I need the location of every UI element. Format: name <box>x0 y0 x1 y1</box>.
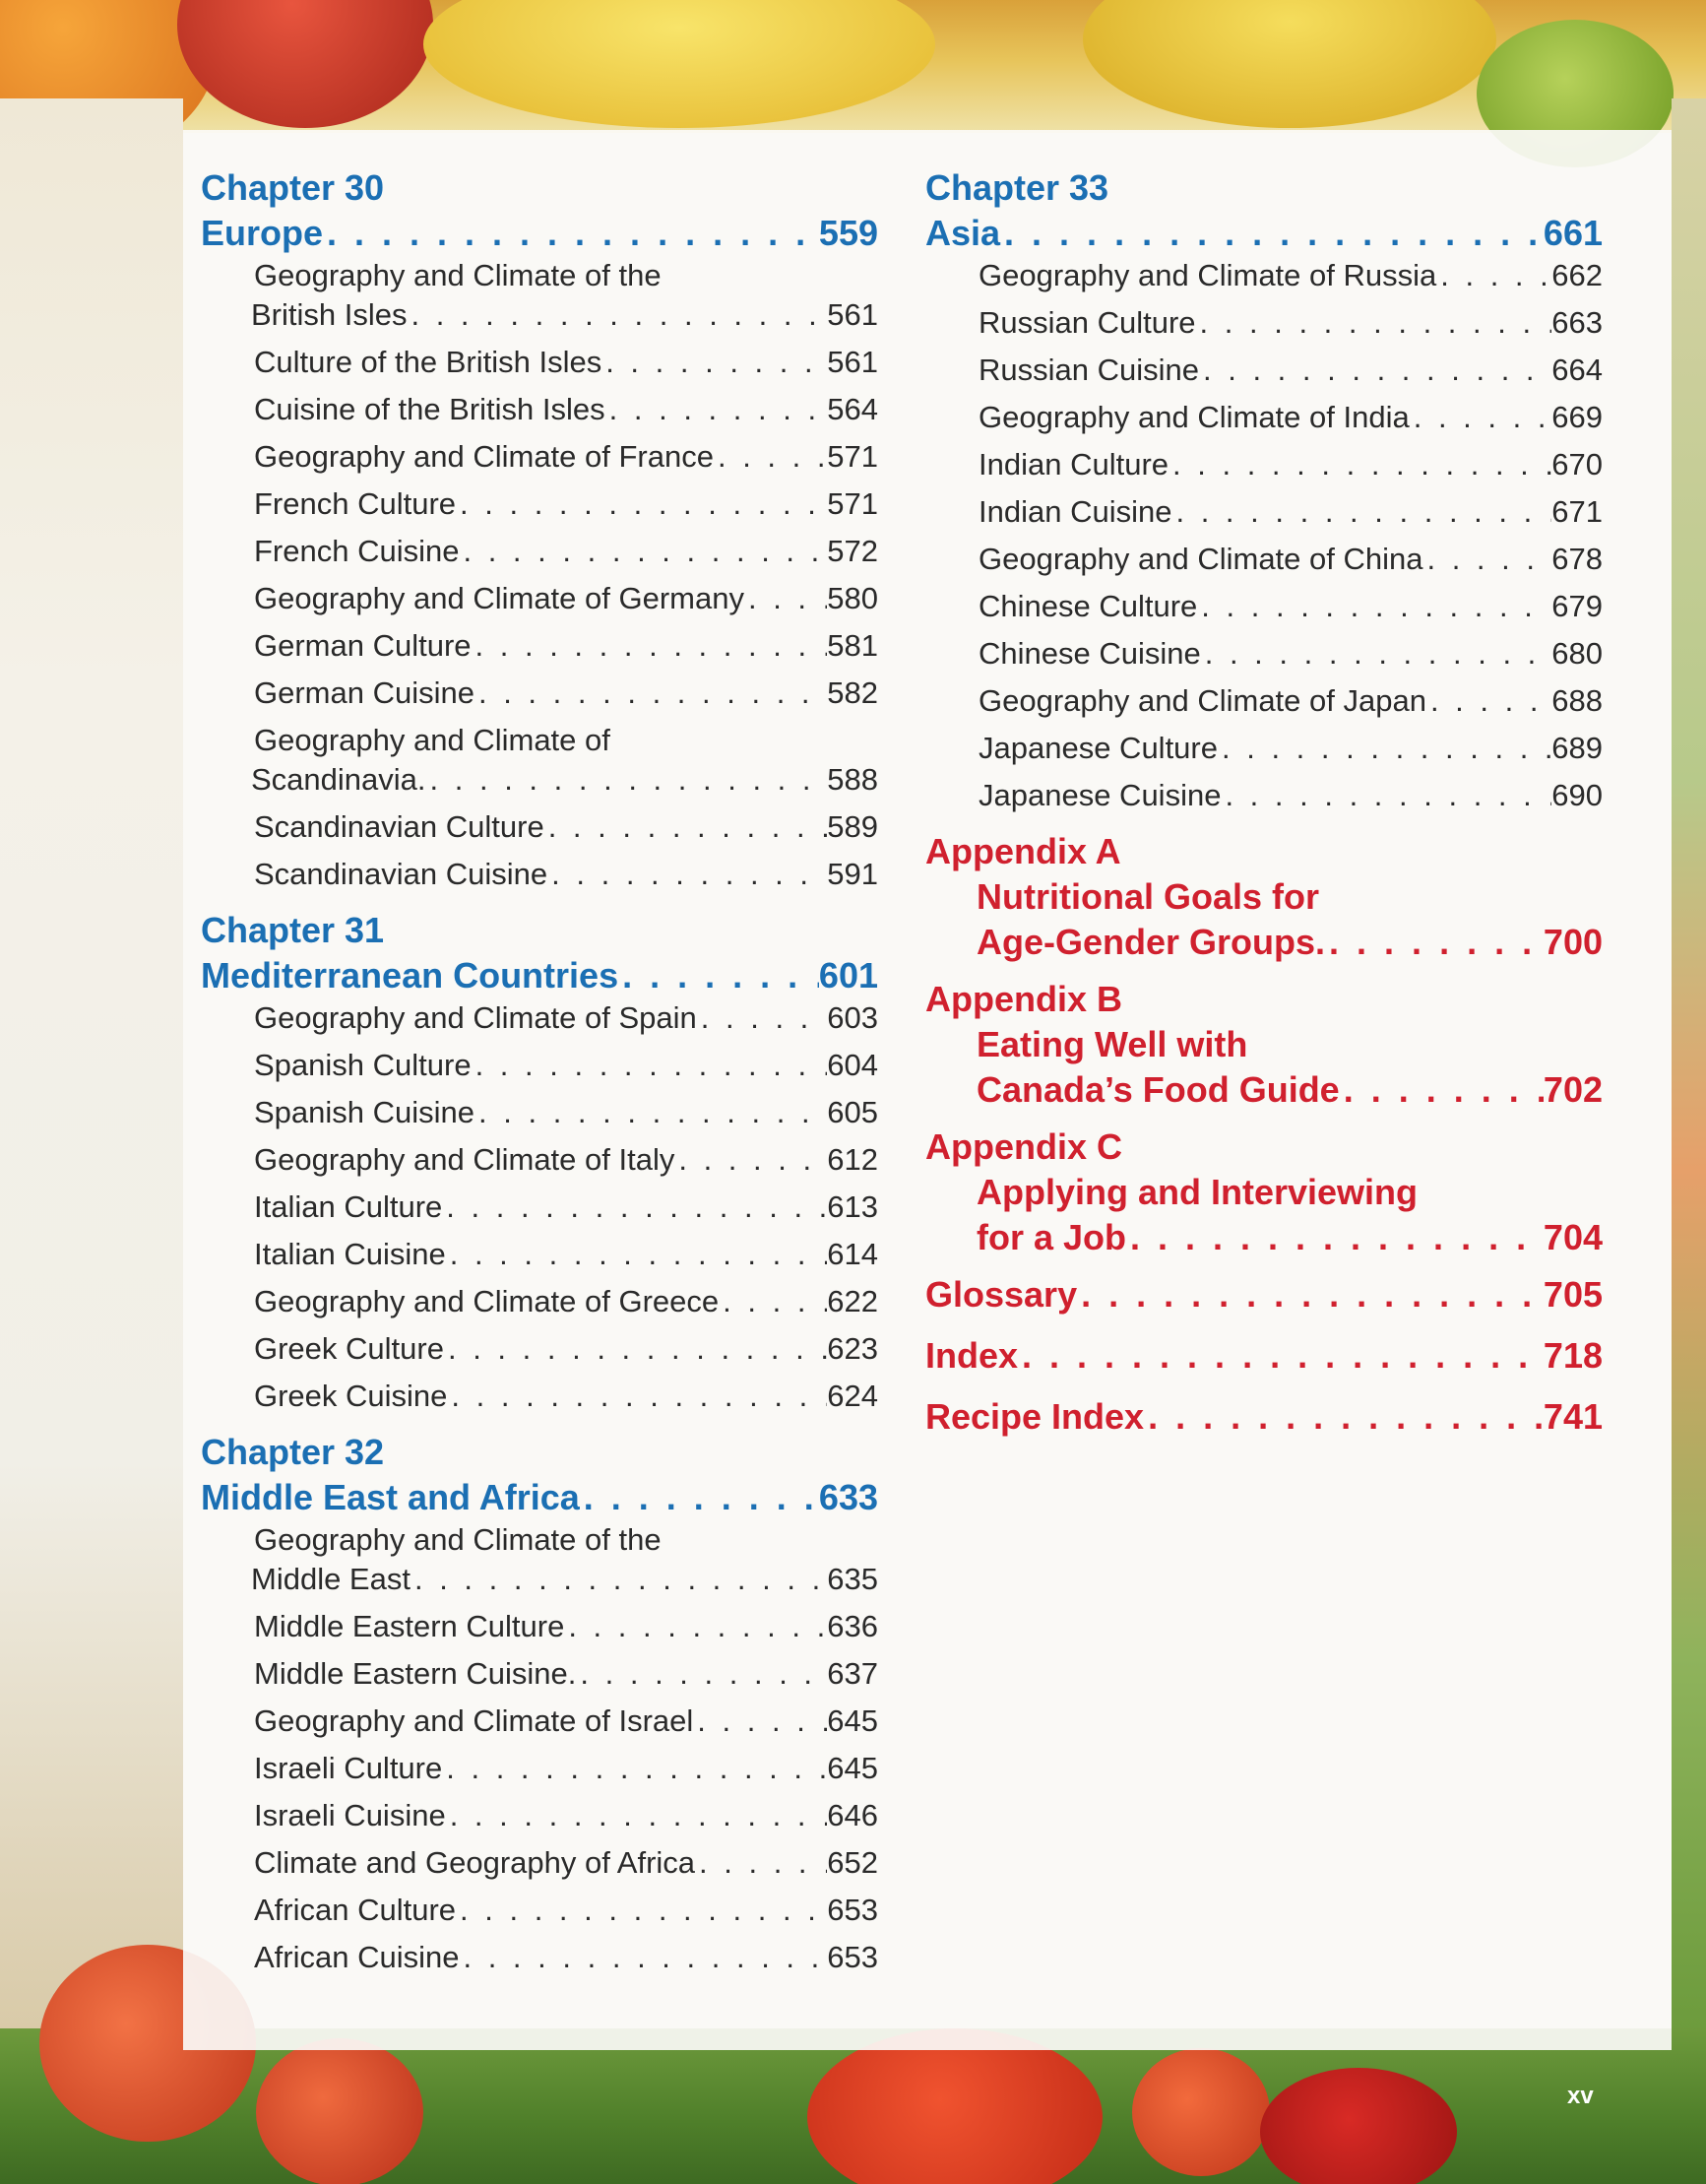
toc-item[interactable] <box>254 626 878 666</box>
dot-leader <box>1410 398 1552 437</box>
toc-item-text: Geography and Climate of France <box>254 439 714 474</box>
dot-leader <box>576 1654 827 1694</box>
toc-item-first-line: Geography and Climate of the <box>254 1522 662 1557</box>
appendix-label: Appendix C <box>925 1126 1123 1167</box>
appendix-title-row[interactable] <box>925 920 1603 965</box>
dot-leader <box>1000 211 1544 256</box>
toc-item-page: 561 <box>827 345 878 379</box>
dot-leader <box>1325 920 1544 965</box>
appendix-title-line2: Age-Gender Groups. <box>977 922 1326 962</box>
dot-leader <box>442 1749 827 1788</box>
toc-item[interactable] <box>254 674 878 713</box>
dot-leader <box>580 1475 819 1520</box>
chapter-entry <box>201 165 878 894</box>
toc-item-text: Japanese Cuisine <box>979 778 1222 812</box>
toc-item-page: 591 <box>827 857 878 891</box>
toc-item-text: Italian Culture <box>254 1189 443 1224</box>
toc-item-text: Indian Culture <box>979 447 1169 482</box>
backmatter-page: 718 <box>1543 1335 1603 1376</box>
toc-item-page: 645 <box>827 1703 878 1738</box>
dot-leader <box>1196 303 1552 343</box>
toc-item[interactable] <box>254 532 878 571</box>
dot-leader <box>1077 1272 1544 1317</box>
toc-item-text: African Cuisine <box>254 1940 460 1974</box>
dot-leader <box>1221 776 1551 815</box>
dot-leader <box>605 390 828 429</box>
toc-item-first-line: Geography and Climate of the <box>254 258 662 292</box>
dot-leader <box>456 1891 827 1930</box>
toc-item[interactable] <box>979 351 1603 390</box>
backmatter-title: Index <box>925 1335 1019 1376</box>
glossary-entry[interactable] <box>925 1272 1603 1317</box>
dot-leader <box>474 1093 827 1132</box>
dot-leader <box>618 953 819 998</box>
dot-leader <box>547 855 827 894</box>
dot-leader <box>693 1702 827 1741</box>
toc-item-page: 604 <box>827 1048 878 1082</box>
toc-item-page: 588 <box>827 762 878 797</box>
toc-item-page: 690 <box>1551 778 1603 812</box>
toc-item-page: 622 <box>827 1284 878 1318</box>
chapter-page: 559 <box>818 213 878 253</box>
toc-item-page: 679 <box>1551 589 1603 623</box>
toc-item[interactable] <box>979 776 1603 815</box>
tomato-image-2 <box>256 2038 423 2184</box>
toc-item[interactable] <box>254 1938 878 1977</box>
toc-item-text: Indian Cuisine <box>979 494 1172 529</box>
toc-item-page: 613 <box>827 1189 878 1224</box>
toc-item-text: Chinese Culture <box>979 589 1198 623</box>
chapter-page: 601 <box>818 955 878 996</box>
toc-item[interactable] <box>254 1654 878 1694</box>
toc-item-page: 653 <box>827 1893 878 1927</box>
dot-leader <box>674 1140 827 1180</box>
toc-item-page: 564 <box>827 392 878 426</box>
toc-item[interactable] <box>254 1607 878 1646</box>
toc-item-page: 678 <box>1551 542 1603 576</box>
page-number: xv <box>1567 2083 1594 2109</box>
toc-item-page: 669 <box>1551 400 1603 434</box>
toc-item-page: 637 <box>827 1656 878 1691</box>
dot-leader <box>444 1329 827 1369</box>
toc-item[interactable] <box>254 1329 878 1369</box>
chapter-title-row[interactable] <box>925 211 1603 256</box>
toc-item-text: Geography and Climate of Greece <box>254 1284 720 1318</box>
toc-item-page: 680 <box>1551 636 1603 671</box>
chapter-page: 661 <box>1543 213 1603 253</box>
dot-leader <box>1169 445 1551 484</box>
toc-item-text: Greek Cuisine <box>254 1379 448 1413</box>
topic-list <box>201 1520 878 1977</box>
toc-item[interactable] <box>254 1282 878 1321</box>
dot-leader <box>1436 256 1551 295</box>
dot-leader <box>323 211 819 256</box>
appendix-title-row[interactable] <box>925 1067 1603 1113</box>
dot-leader <box>456 484 827 524</box>
chapter-page: 633 <box>818 1477 878 1517</box>
toc-item[interactable] <box>979 256 1603 295</box>
dot-leader <box>744 579 827 618</box>
toc-item-page: 603 <box>827 1000 878 1035</box>
toc-item-text: Israeli Cuisine <box>254 1798 446 1832</box>
toc-item-text: German Culture <box>254 628 472 663</box>
chapter-title: Europe <box>201 213 324 253</box>
toc-item-text: Culture of the British Isles <box>254 345 602 379</box>
toc-item-page: 605 <box>827 1095 878 1129</box>
dot-leader <box>1018 1333 1544 1379</box>
appendix-title-row[interactable] <box>925 1215 1603 1260</box>
dot-leader <box>442 1188 827 1227</box>
red-pepper-image <box>1260 2068 1457 2184</box>
toc-item-page: 653 <box>827 1940 878 1974</box>
toc-item[interactable] <box>254 343 878 382</box>
toc-item-text: Scandinavia. <box>251 762 426 797</box>
toc-item-page: 646 <box>827 1798 878 1832</box>
toc-item-text: Greek Culture <box>254 1331 444 1366</box>
dot-leader <box>1426 681 1551 721</box>
toc-item[interactable] <box>254 437 878 477</box>
toc-item-text: Geography and Climate of Israel <box>254 1703 694 1738</box>
toc-item-text: Middle Eastern Cuisine. <box>254 1656 577 1691</box>
toc-item[interactable] <box>251 256 878 335</box>
appendix-title-line1: Nutritional Goals for <box>977 876 1320 917</box>
appendix-page: 702 <box>1543 1069 1603 1110</box>
toc-item-text: Geography and Climate of India <box>979 400 1410 434</box>
toc-item-text: Geography and Climate of Russia <box>979 258 1437 292</box>
appendix-label: Appendix B <box>925 979 1123 1019</box>
dot-leader <box>446 1235 828 1274</box>
toc-item[interactable] <box>251 721 878 800</box>
backmatter-page: 705 <box>1543 1274 1603 1315</box>
toc-item-page: 580 <box>827 581 878 615</box>
dot-leader <box>695 1843 827 1883</box>
dot-leader <box>544 807 828 847</box>
toc-item-page: 572 <box>827 534 878 568</box>
dot-leader <box>1144 1394 1544 1440</box>
toc-item-page: 652 <box>827 1845 878 1880</box>
toc-item-text: Middle East <box>251 1562 411 1596</box>
toc-item-page: 571 <box>827 439 878 474</box>
chapter-number: Chapter 31 <box>201 910 385 950</box>
dot-leader <box>601 343 827 382</box>
toc-item[interactable] <box>254 807 878 847</box>
toc-item[interactable] <box>979 540 1603 579</box>
toc-item[interactable] <box>979 492 1603 532</box>
toc-item[interactable] <box>254 1188 878 1227</box>
toc-item[interactable] <box>254 1796 878 1835</box>
backmatter-title: Recipe Index <box>925 1396 1145 1437</box>
dot-leader <box>719 1282 827 1321</box>
topic-list <box>201 998 878 1416</box>
toc-item-text: German Cuisine <box>254 675 474 710</box>
dot-leader <box>447 1377 827 1416</box>
toc-item-text: Geography and Climate of Italy <box>254 1142 675 1177</box>
appendix-title-line2: for a Job <box>977 1217 1127 1257</box>
appendix-page: 700 <box>1543 922 1603 962</box>
chapter-number: Chapter 30 <box>201 167 385 208</box>
toc-item-page: 688 <box>1551 683 1603 718</box>
appendix-title-line2: Canada’s Food Guide <box>977 1069 1340 1110</box>
dot-leader <box>1171 492 1551 532</box>
toc-item-page: 662 <box>1551 258 1603 292</box>
toc-item-page: 635 <box>827 1562 878 1596</box>
toc-item-page: 612 <box>827 1142 878 1177</box>
chapter-number: Chapter 33 <box>925 167 1109 208</box>
chapter-number: Chapter 32 <box>201 1432 385 1472</box>
dot-leader <box>1197 587 1551 626</box>
dot-leader <box>474 674 827 713</box>
tomato-image-3 <box>1132 2048 1270 2176</box>
toc-left-column <box>201 165 878 1991</box>
appendix-entry <box>925 977 1603 1113</box>
toc-right-column <box>925 165 1603 1455</box>
toc-item[interactable] <box>254 1843 878 1883</box>
toc-item-page: 663 <box>1551 305 1603 340</box>
toc-item-page: 689 <box>1551 731 1603 765</box>
dot-leader <box>697 998 827 1038</box>
toc-item-page: 664 <box>1551 353 1603 387</box>
toc-item[interactable] <box>254 390 878 429</box>
toc-item[interactable] <box>254 1093 878 1132</box>
toc-item-page: 581 <box>827 628 878 663</box>
chapter-title: Middle East and Africa <box>201 1477 580 1517</box>
index-entry[interactable] <box>925 1333 1603 1379</box>
dot-leader <box>1218 729 1551 768</box>
backmatter-page: 741 <box>1543 1396 1603 1437</box>
dot-leader <box>1199 351 1551 390</box>
toc-item-text: French Culture <box>254 486 457 521</box>
dot-leader <box>426 760 828 800</box>
toc-item-text: Spanish Culture <box>254 1048 472 1082</box>
toc-item-page: 624 <box>827 1379 878 1413</box>
toc-item[interactable] <box>254 855 878 894</box>
toc-item-text: Italian Cuisine <box>254 1237 446 1271</box>
toc-item-first-line: Geography and Climate of <box>254 723 610 757</box>
toc-item-text: French Cuisine <box>254 534 460 568</box>
recipe-index-entry[interactable] <box>925 1394 1603 1440</box>
toc-item-page: 582 <box>827 675 878 710</box>
chapter-title-row[interactable] <box>201 953 878 998</box>
toc-item-text: Japanese Culture <box>979 731 1218 765</box>
toc-item[interactable] <box>979 681 1603 721</box>
dot-leader <box>459 532 827 571</box>
toc-item-text: British Isles <box>251 297 408 332</box>
toc-item-page: 589 <box>827 809 878 844</box>
toc-item[interactable] <box>254 484 878 524</box>
toc-item-text: African Culture <box>254 1893 457 1927</box>
dot-leader <box>1201 634 1552 674</box>
toc-item[interactable] <box>254 1377 878 1416</box>
toc-item[interactable] <box>254 998 878 1038</box>
toc-item-page: 614 <box>827 1237 878 1271</box>
toc-item[interactable] <box>979 634 1603 674</box>
toc-item-page: 636 <box>827 1609 878 1643</box>
right-margin-produce <box>1672 98 1706 2048</box>
toc-item-text: Russian Cuisine <box>979 353 1199 387</box>
dot-leader <box>446 1796 828 1835</box>
chapter-title-row[interactable] <box>201 1475 878 1520</box>
dot-leader <box>714 437 827 477</box>
toc-item[interactable] <box>254 1235 878 1274</box>
toc-item[interactable] <box>251 1520 878 1599</box>
toc-item-text: Israeli Culture <box>254 1751 443 1785</box>
toc-item[interactable] <box>254 1046 878 1085</box>
toc-item[interactable] <box>979 587 1603 626</box>
toc-item[interactable] <box>254 1702 878 1741</box>
toc-item-text: Geography and Climate of Japan <box>979 683 1426 718</box>
chapter-title: Asia <box>925 213 1001 253</box>
toc-item-text: Chinese Cuisine <box>979 636 1201 671</box>
toc-item-page: 561 <box>827 297 878 332</box>
toc-item-text: Geography and Climate of Germany <box>254 581 744 615</box>
dot-leader <box>1126 1215 1544 1260</box>
chapter-entry <box>201 908 878 1416</box>
toc-item-text: Climate and Geography of Africa <box>254 1845 696 1880</box>
chapter-entry <box>925 165 1603 815</box>
appendix-title-line1: Applying and Interviewing <box>977 1172 1419 1212</box>
backmatter-title: Glossary <box>925 1274 1078 1315</box>
dot-leader <box>459 1938 827 1977</box>
chapter-entry <box>201 1430 878 1977</box>
toc-item-text: Spanish Cuisine <box>254 1095 475 1129</box>
toc-item-page: 645 <box>827 1751 878 1785</box>
dot-leader <box>411 1560 827 1599</box>
appendix-entry <box>925 829 1603 965</box>
toc-item-text: Scandinavian Cuisine <box>254 857 548 891</box>
dot-leader <box>564 1607 827 1646</box>
toc-item[interactable] <box>979 398 1603 437</box>
dot-leader <box>472 626 828 666</box>
dot-leader <box>407 295 827 335</box>
toc-item-page: 623 <box>827 1331 878 1366</box>
appendix-title-line1: Eating Well with <box>977 1024 1248 1064</box>
dot-leader <box>472 1046 828 1085</box>
toc-item[interactable] <box>979 729 1603 768</box>
toc-item[interactable] <box>254 1140 878 1180</box>
appendix-page: 704 <box>1543 1217 1603 1257</box>
dot-leader <box>1422 540 1551 579</box>
toc-item-page: 670 <box>1551 447 1603 482</box>
toc-item-text: Geography and Climate of Spain <box>254 1000 697 1035</box>
topic-list <box>201 256 878 894</box>
toc-item[interactable] <box>254 579 878 618</box>
toc-item[interactable] <box>254 1891 878 1930</box>
toc-item-text: Middle Eastern Culture <box>254 1609 565 1643</box>
appendix-entry <box>925 1124 1603 1260</box>
toc-item-text: Scandinavian Culture <box>254 809 544 844</box>
toc-item-text: Geography and Climate of China <box>979 542 1423 576</box>
toc-item-page: 671 <box>1551 494 1603 529</box>
toc-item[interactable] <box>979 303 1603 343</box>
left-margin-fade <box>0 98 183 2048</box>
toc-item-text: Russian Culture <box>979 305 1196 340</box>
topic-list <box>925 256 1603 815</box>
chapter-title-row[interactable] <box>201 211 878 256</box>
toc-item[interactable] <box>254 1749 878 1788</box>
chapter-title: Mediterranean Countries <box>201 955 619 996</box>
toc-item-page: 571 <box>827 486 878 521</box>
toc-item-text: Cuisine of the British Isles <box>254 392 605 426</box>
toc-item[interactable] <box>979 445 1603 484</box>
appendix-label: Appendix A <box>925 831 1121 871</box>
dot-leader <box>1340 1067 1544 1113</box>
